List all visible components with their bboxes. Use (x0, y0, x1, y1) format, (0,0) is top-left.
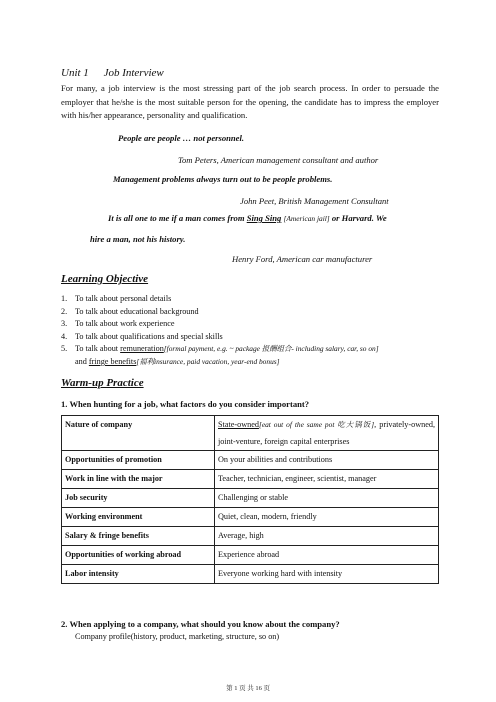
table-value: Everyone working hard with intensity (215, 565, 439, 584)
factors-table (61, 415, 439, 584)
quote-3-part-a: It is all one to me if a man comes from (108, 213, 247, 223)
question-2: 2. When applying to a company, what should you know about the company? (61, 619, 340, 629)
table-key: Job security (62, 489, 215, 508)
table-row (62, 508, 439, 527)
question-2-answer: Company profile(history, product, marketing, structure, so on) (75, 632, 280, 641)
quote-1: People are people … not personnel. (118, 133, 245, 143)
quote-2: Management problems always turn out to be people problems. (113, 174, 333, 184)
warmup-heading: Warm-up Practice (61, 377, 144, 389)
unit-number: Unit 1 (61, 67, 89, 79)
learning-objective-heading: Learning Objective (61, 273, 149, 285)
table-row (62, 489, 439, 508)
table-row (62, 565, 439, 584)
list-item: 5. To talk about remuneration[formal payment, e.g. ~ package 报酬组合- including salary, car, so on] (61, 344, 379, 354)
quote-2-author: John Peet, British Management Consultant (240, 196, 389, 206)
table-value: On your abilities and contributions (215, 451, 439, 470)
table-key: Salary & fringe benefits (62, 527, 215, 546)
table-row (62, 416, 439, 451)
list-item-continued: and fringe benefits[福利insurance, paid vacation, year-end bonus] (75, 356, 280, 366)
table-row (62, 470, 439, 489)
table-key: Work in line with the major (62, 470, 215, 489)
list-item: 4. To talk about qualifications and special skills (61, 331, 223, 341)
table-value: Challenging or stable (215, 489, 439, 508)
quote-3-note: [American jail] (283, 214, 330, 223)
term-fringe-benefits: fringe benefits (88, 356, 137, 366)
list-item: 3. To talk about work experience (61, 319, 175, 329)
table-row (62, 546, 439, 565)
table-row (62, 527, 439, 546)
objective-list (61, 293, 379, 369)
table-key: Working environment (62, 508, 215, 527)
unit-name: Job Interview (103, 67, 164, 79)
quote-3-author: Henry Ford, American car manufacturer (232, 254, 373, 264)
term-remuneration: remuneration (120, 344, 164, 354)
quote-3-sing-sing: Sing Sing (246, 213, 282, 223)
question-1: 1. When hunting for a job, what factors do you consider important? (61, 399, 310, 409)
table-key: Labor intensity (62, 565, 215, 584)
quote-3 (108, 212, 442, 225)
list-item: 1. To talk about personal details (61, 294, 172, 303)
quote-3-part-b: or Harvard. We (329, 213, 387, 223)
table-key: Opportunities of promotion (62, 451, 215, 470)
table-row (62, 451, 439, 470)
table-key: Opportunities of working abroad (62, 546, 215, 565)
table-value: Average, high (215, 527, 439, 546)
unit-title (61, 67, 164, 79)
quote-1-author: Tom Peters, American management consultant and author (178, 155, 379, 165)
table-key: Nature of company (62, 416, 215, 451)
intro-paragraph: For many, a job interview is the most stressing part of the job search process. In order to persuade the employer that he/she is the most suitable person for the opening, the candidate has to impress the employer with his/her appearance, personality and qualification. (61, 83, 439, 121)
table-value: Quiet, clean, modern, friendly (215, 508, 439, 527)
table-value: State-owned[eat out of the same pot 吃大锅饭], privately-owned, joint-venture, foreign capital enterprises (215, 416, 439, 451)
table-value: Teacher, technician, engineer, scientist, manager (215, 470, 439, 489)
page-footer: 第 1 页 共 16 页 (226, 685, 270, 692)
table-value: Experience abroad (215, 546, 439, 565)
quote-3-line2: hire a man, not his history. (90, 234, 186, 244)
list-item: 2. To talk about educational background (61, 306, 199, 316)
